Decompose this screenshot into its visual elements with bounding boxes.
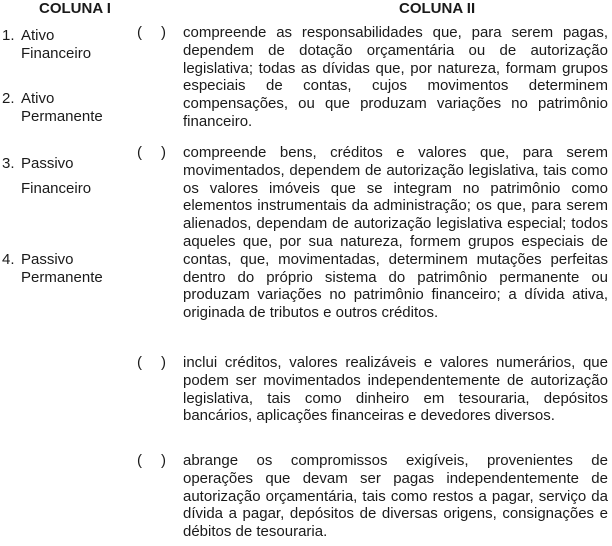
paragraph-text: compreende as responsabilidades que, para serem pagas, dependem de dotação orçamentária ou de autorização legislativa; todas as dívidas que, por natureza, formam grupos especiais de contas, cujos movimentos determinem compensações, ou que produzam variações no patrimônio financeiro.: [183, 24, 608, 130]
column2-paragraph: [137, 452, 608, 541]
item-number: 1.: [2, 27, 15, 44]
item-number: 4.: [2, 251, 15, 268]
item-label: [21, 251, 103, 287]
open-paren: (: [137, 144, 142, 161]
column1-item-ativo-permanente: [2, 90, 103, 126]
close-paren: ): [161, 144, 166, 161]
item-number: 3.: [2, 155, 15, 172]
item-number: 2.: [2, 90, 15, 107]
column1-item-passivo-financeiro: [2, 155, 91, 198]
answer-slot: [137, 144, 183, 162]
open-paren: (: [137, 452, 142, 469]
item-label: [21, 155, 91, 198]
close-paren: ): [161, 452, 166, 469]
open-paren: (: [137, 24, 142, 41]
answer-slot: [137, 452, 183, 470]
paragraph-text: inclui créditos, valores realizáveis e valores numerários, que podem ser movimentados independentemente de autorização legislativa, tais como dinheiro em tesouraria, depósitos bancários, aplicações financeiras e devedores diversos.: [183, 354, 608, 425]
answer-slot: [137, 354, 183, 372]
item-label-line: Financeiro: [21, 179, 92, 197]
column2-header: COLUNA II: [399, 0, 476, 17]
item-label-line: Passivo: [21, 155, 74, 172]
column1-item-ativo-financeiro: [2, 27, 91, 63]
column2-paragraph: [137, 354, 608, 425]
open-paren: (: [137, 354, 142, 371]
item-label-line: Financeiro: [21, 44, 92, 62]
paragraph-text: compreende bens, créditos e valores que, para serem movimentados, dependem de autorização legislativa, tais como os valores imóveis que se integram no patrimônio como elementos instrumentais da administração; os que, para serem alienados, dependam de autorização legislativa especial; todos aqueles que, por sua natureza, formem grupos especiais de contas, que, movimentadas, determinem mutações perfeitas dentro do próprio sistema do patrimônio permanente ou produzam variações no patrimônio financeiro; a dívida ativa, originada de tributos e outros créditos.: [183, 144, 608, 322]
item-label-line: Permanente: [21, 268, 103, 286]
item-label: [21, 90, 103, 126]
close-paren: ): [161, 354, 166, 371]
column1-item-passivo-permanente: [2, 251, 103, 287]
item-label-line: Permanente: [21, 107, 103, 125]
item-label: [21, 27, 91, 63]
column2-paragraph: [137, 144, 608, 322]
item-label-line: Ativo: [21, 27, 55, 44]
close-paren: ): [161, 24, 166, 41]
answer-slot: [137, 24, 183, 42]
item-label-line: Passivo: [21, 251, 74, 268]
paragraph-text: abrange os compromissos exigíveis, provenientes de operações que devam ser pagas independentemente de autorização orçamentária, tais como restos a pagar, serviço da dívida a pagar, depósitos de diversas origens, consignações e débitos de tesouraria.: [183, 452, 608, 541]
column1-header: COLUNA I: [39, 0, 111, 17]
column2-paragraph: [137, 24, 608, 131]
item-label-line: Ativo: [21, 90, 55, 107]
